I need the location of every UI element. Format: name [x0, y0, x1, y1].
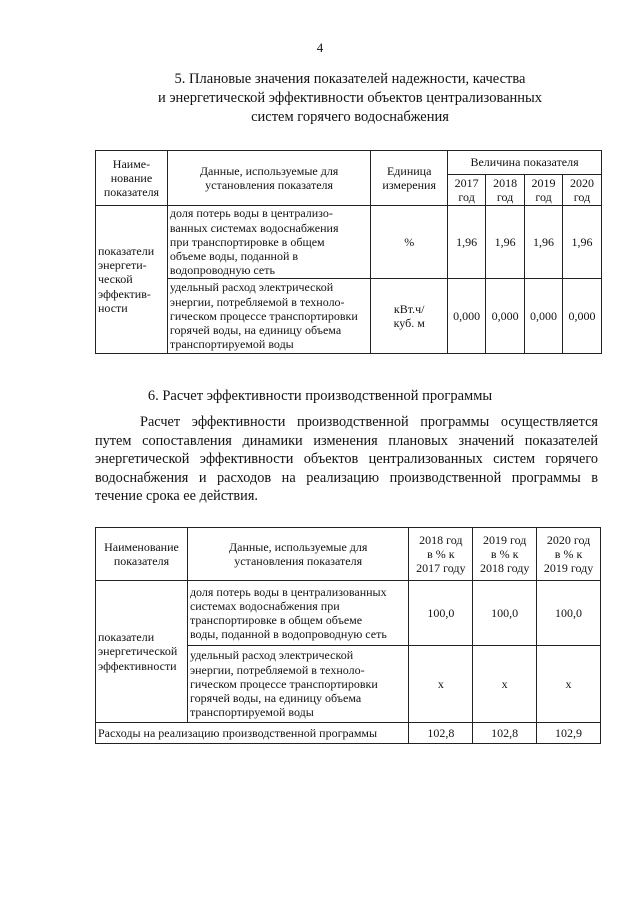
- table-cell-value: 100,0: [537, 581, 601, 646]
- section-6-title: 6. Расчет эффективности производственной программы: [147, 388, 493, 404]
- efficiency-table: [95, 527, 601, 744]
- group-label: показатели энергетической эффективности: [96, 581, 188, 723]
- section-5-title: [60, 70, 640, 127]
- section-5-title-line: и энергетической эффективности объектов централизованных: [157, 90, 543, 106]
- table-cell-value: 100,0: [473, 581, 537, 646]
- section-5-title-line: 5. Плановые значения показателей надежности, качества: [174, 71, 526, 87]
- section-5-title-line: систем горячего водоснабжения: [251, 109, 449, 125]
- header-indicator-name: Наименование показателя: [96, 528, 188, 581]
- table-row-data: доля потерь воды в централизованных системах водоснабжения при транспортировке в общем объеме воды, поданной в водопроводную сеть: [187, 581, 408, 646]
- header-indicator-name: Наиме- нование показателя: [96, 151, 168, 206]
- table-cell-value: 0,000: [563, 279, 602, 354]
- table-cell-value: 102,8: [473, 723, 537, 744]
- table-cell-value: 0,000: [525, 279, 563, 354]
- table-row-data: удельный расход электрической энергии, потребляемой в техноло- гическом процессе транспортировки горячей воды, на единицу объема транспортируемой воды: [187, 646, 408, 723]
- header-indicator-value: Величина показателя: [448, 151, 602, 175]
- indicators-table: [95, 150, 602, 354]
- header-year: 2017 год: [448, 175, 486, 206]
- table-row-data: удельный расход электрической энергии, потребляемой в техноло- гическом процессе транспортировки горячей воды, на единицу объема транспортируемой воды: [167, 279, 370, 354]
- table-cell-value: 1,96: [448, 206, 486, 279]
- page-number: 4: [316, 40, 324, 55]
- header-period: 2020 год в % к 2019 году: [537, 528, 601, 581]
- header-unit: Единица измерения: [371, 151, 448, 206]
- group-label: показатели энергети- ческой эффектив- ности: [96, 206, 168, 354]
- header-period: 2018 год в % к 2017 году: [409, 528, 473, 581]
- header-year: 2020 год: [563, 175, 602, 206]
- header-data-used: Данные, используемые для установления показателя: [167, 151, 370, 206]
- table-cell-value: 1,96: [486, 206, 525, 279]
- table-cell-value: 0,000: [486, 279, 525, 354]
- paragraph-text: Расчет эффективности производственной программы осуществляется путем сопоставления динамики изменения плановых значений показателей энергетической эффективности объектов централизованных систем горячего водоснабжения и расходов на реализацию производственной программы в течение срока ее действия.: [95, 414, 598, 505]
- section-6-paragraph: [95, 413, 598, 506]
- header-year: 2019 год: [525, 175, 563, 206]
- table-row-data: доля потерь воды в централизо- ванных системах водоснабжения при транспортировке в общем объеме воды, поданной в водопроводную сеть: [167, 206, 370, 279]
- header-period: 2019 год в % к 2018 году: [473, 528, 537, 581]
- table-cell-value: х: [473, 646, 537, 723]
- table-cell-value: 1,96: [563, 206, 602, 279]
- expenses-label: Расходы на реализацию производственной программы: [96, 723, 409, 744]
- table-cell-value: 0,000: [448, 279, 486, 354]
- table-cell-value: х: [409, 646, 473, 723]
- table-cell-value: 102,8: [409, 723, 473, 744]
- table-row-unit: кВт.ч/ куб. м: [371, 279, 448, 354]
- header-year: 2018 год: [486, 175, 525, 206]
- table-cell-value: 1,96: [525, 206, 563, 279]
- header-data-used: Данные, используемые для установления показателя: [187, 528, 408, 581]
- table-cell-value: 102,9: [537, 723, 601, 744]
- table-cell-value: х: [537, 646, 601, 723]
- table-row-unit: %: [371, 206, 448, 279]
- table-cell-value: 100,0: [409, 581, 473, 646]
